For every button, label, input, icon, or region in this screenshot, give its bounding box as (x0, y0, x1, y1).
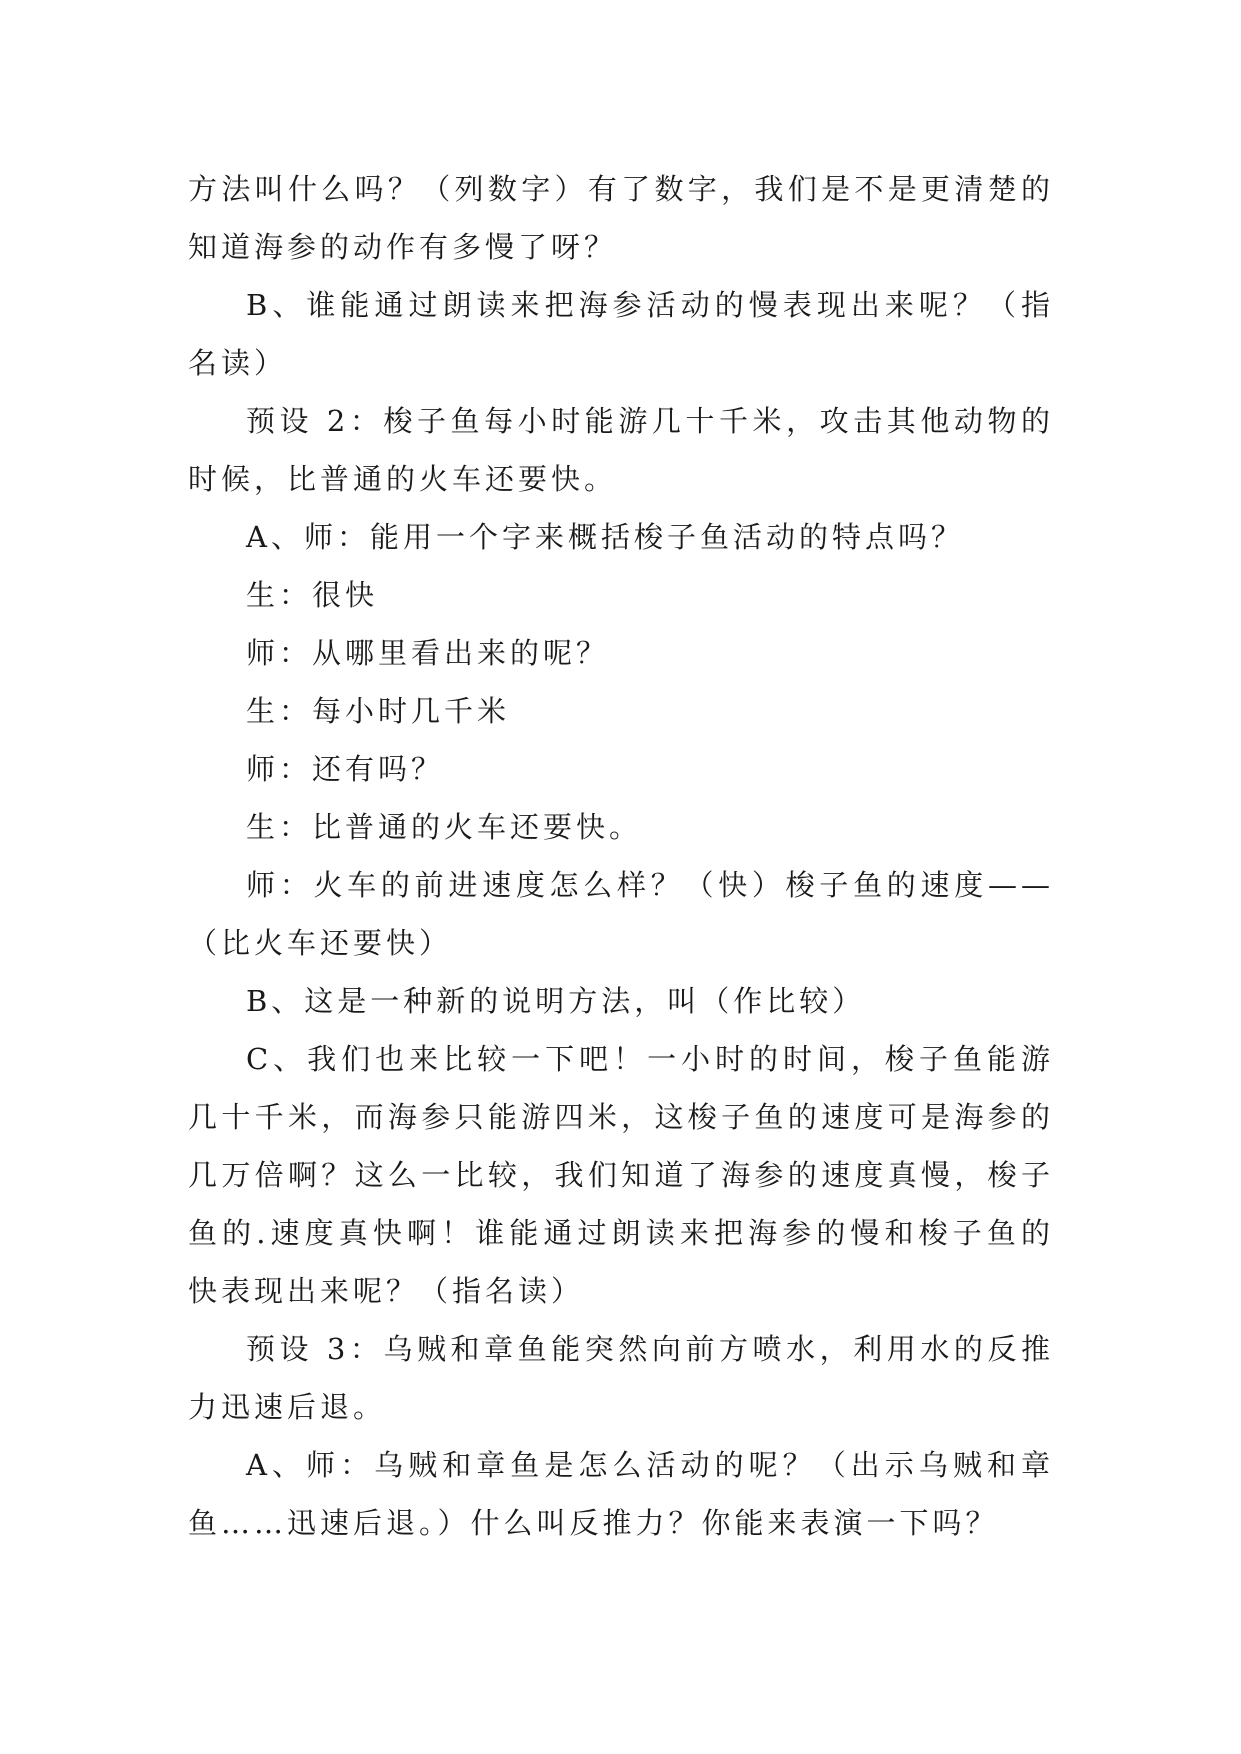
paragraph-continuation: 方法叫什么吗？（列数字）有了数字，我们是不是更清楚的知道海参的动作有多慢了呀？ (188, 172, 1054, 264)
paragraph: C、我们也来比较一下吧！一小时的时间，梭子鱼能游几十千米，而海参只能游四米，这梭子鱼的速度可是海参的几万倍啊？这么一比较，我们知道了海参的速度真慢，梭子鱼的.速度真快啊！谁能通过朗读来把海参的慢和梭子鱼的快表现出来呢？（指名读） (188, 1042, 1054, 1308)
paragraph: 生：每小时几千米 (246, 694, 511, 728)
paragraph: 师：从哪里看出来的呢？ (246, 636, 610, 670)
document-body (188, 160, 1054, 1552)
paragraph: 生：比普通的火车还要快。 (246, 810, 643, 844)
paragraph: B、谁能通过朗读来把海参活动的慢表现出来呢？（指名读） (188, 288, 1054, 380)
paragraph-preset-2: 预设 2：梭子鱼每小时能游几十千米，攻击其他动物的时候，比普通的火车还要快。 (188, 404, 1054, 496)
paragraph: 师：火车的前进速度怎么样？（快）梭子鱼的速度——（比火车还要快） (188, 868, 1054, 960)
paragraph: A、师：能用一个字来概括梭子鱼活动的特点吗？ (246, 520, 964, 554)
paragraph: B、这是一种新的说明方法，叫（作比较） (246, 984, 866, 1018)
paragraph: 生：很快 (246, 578, 379, 612)
paragraph: A、师：乌贼和章鱼是怎么活动的呢？（出示乌贼和章鱼……迅速后退。）什么叫反推力？你能来表演一下吗？ (188, 1448, 1054, 1540)
paragraph: 师：还有吗？ (246, 752, 445, 786)
paragraph-preset-3: 预设 3：乌贼和章鱼能突然向前方喷水，利用水的反推力迅速后退。 (188, 1332, 1054, 1424)
